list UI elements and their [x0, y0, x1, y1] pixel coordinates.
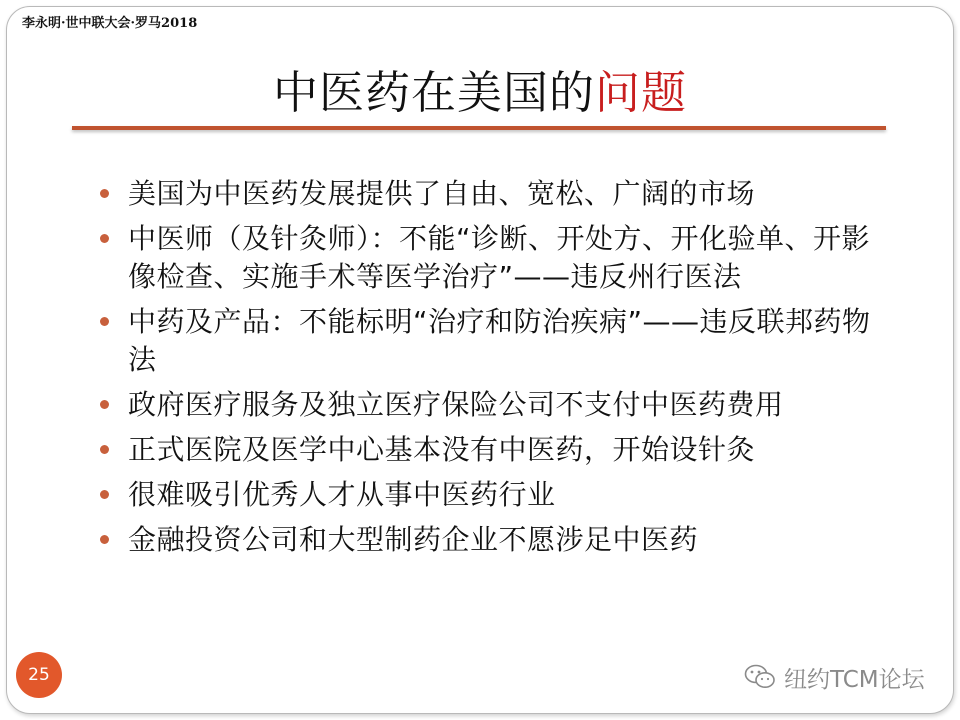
title-divider [72, 126, 886, 130]
bullet-dot-icon [100, 535, 109, 544]
bullet-dot-icon [100, 490, 109, 499]
bullet-dot-icon [100, 189, 109, 198]
bullet-text: 很难吸引优秀人才从事中医药行业 [128, 478, 556, 511]
bullet-item [100, 386, 890, 424]
title-accent: 问题 [595, 66, 688, 119]
bullet-dot-icon [100, 317, 109, 326]
wechat-icon [744, 664, 776, 690]
title-main: 中医药在美国的 [272, 66, 595, 119]
bullet-text: 中医师（及针灸师）：不能“诊断、开处方、开化验单、开影像检查、实施手术等医学治疗”——违反州行医法 [128, 222, 871, 293]
bullet-text: 政府医疗服务及独立医疗保险公司不支付中医药费用 [128, 388, 784, 421]
bullet-dot-icon [100, 445, 109, 454]
watermark-text: 纽约TCM论坛 [784, 666, 925, 693]
bullet-text: 美国为中医药发展提供了自由、宽松、广阔的市场 [128, 177, 756, 210]
bullet-dot-icon [100, 234, 109, 243]
bullet-text: 中药及产品：不能标明“治疗和防治疾病”——违反联邦药物法 [128, 305, 871, 376]
bullet-item [100, 220, 890, 296]
watermark [744, 660, 925, 694]
bullet-item [100, 521, 890, 559]
bullet-item [100, 431, 890, 469]
header-tag: 李永明·世中联大会·罗马2018 [22, 16, 198, 31]
bullet-item [100, 476, 890, 514]
bullet-list [100, 175, 890, 566]
bullet-text: 正式医院及医学中心基本没有中医药，开始设针灸 [128, 433, 756, 466]
bullet-item [100, 303, 890, 379]
bullet-item [100, 175, 890, 213]
bullet-dot-icon [100, 400, 109, 409]
slide-title [0, 56, 960, 121]
page-number-badge: 25 [16, 652, 62, 698]
bullet-text: 金融投资公司和大型制药企业不愿涉足中医药 [128, 523, 699, 556]
